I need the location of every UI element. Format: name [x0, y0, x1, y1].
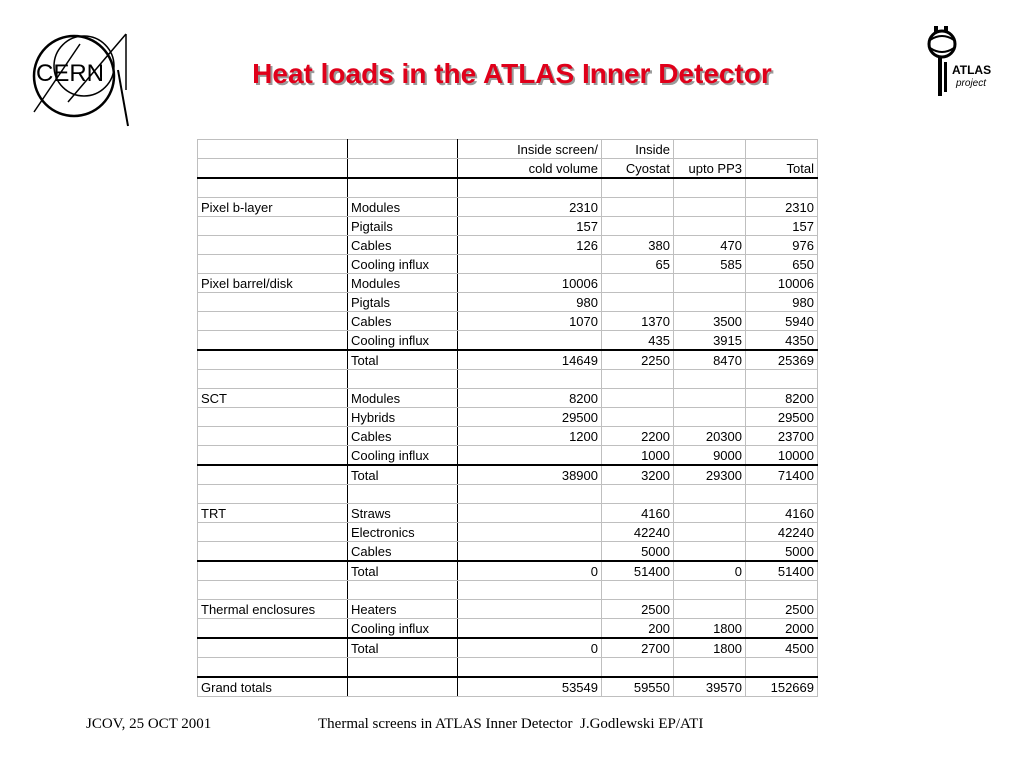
table-cell	[674, 485, 746, 504]
table-cell: 152669	[746, 677, 818, 697]
table-row	[198, 331, 818, 351]
table-row	[198, 274, 818, 293]
table-cell	[198, 427, 348, 446]
table-cell: 0	[674, 561, 746, 581]
table-cell: 0	[458, 561, 602, 581]
table-cell	[746, 140, 818, 159]
table-cell	[198, 331, 348, 351]
table-header-row	[198, 159, 818, 179]
table-cell	[198, 140, 348, 159]
table-cell: 5000	[746, 542, 818, 562]
table-cell: 9000	[674, 446, 746, 466]
table-row	[198, 485, 818, 504]
table-cell	[602, 370, 674, 389]
table-cell: 42240	[746, 523, 818, 542]
table-cell: Total	[348, 638, 458, 658]
table-cell	[674, 658, 746, 678]
table-cell	[198, 312, 348, 331]
table-row	[198, 293, 818, 312]
table-cell	[198, 561, 348, 581]
table-cell	[674, 178, 746, 198]
table-cell	[198, 159, 348, 179]
table-cell: Modules	[348, 389, 458, 408]
table-header-row	[198, 140, 818, 159]
table-row	[198, 312, 818, 331]
table-cell: 4160	[602, 504, 674, 523]
table-cell: 2500	[746, 600, 818, 619]
table-cell	[602, 217, 674, 236]
table-cell: Pixel b-layer	[198, 198, 348, 217]
table-cell: Cables	[348, 427, 458, 446]
table-cell	[348, 677, 458, 697]
table-cell	[746, 658, 818, 678]
table-cell: 4500	[746, 638, 818, 658]
table-cell: 1800	[674, 619, 746, 639]
table-cell: Cooling influx	[348, 446, 458, 466]
table-row	[198, 619, 818, 639]
table-row	[198, 370, 818, 389]
table-cell: 2310	[746, 198, 818, 217]
table-cell	[674, 542, 746, 562]
table-cell: 20300	[674, 427, 746, 446]
table-cell	[198, 542, 348, 562]
table-cell: 51400	[746, 561, 818, 581]
table-cell: 3200	[602, 465, 674, 485]
table-cell: Total	[348, 561, 458, 581]
table-cell	[198, 465, 348, 485]
table-cell: 380	[602, 236, 674, 255]
table-row	[198, 504, 818, 523]
table-cell	[746, 178, 818, 198]
table-cell: 0	[458, 638, 602, 658]
table-cell	[458, 600, 602, 619]
table-cell: 29500	[458, 408, 602, 427]
table-cell: Cooling influx	[348, 619, 458, 639]
atlas-logo	[922, 22, 1000, 102]
table-cell	[458, 446, 602, 466]
table-cell: Total	[348, 350, 458, 370]
table-cell: 2310	[458, 198, 602, 217]
table-cell: 5940	[746, 312, 818, 331]
table-cell	[198, 293, 348, 312]
table-cell: upto PP3	[674, 159, 746, 179]
table-cell: 1070	[458, 312, 602, 331]
table-cell	[674, 293, 746, 312]
table-cell	[348, 159, 458, 179]
table-row	[198, 638, 818, 658]
table-cell: Cyostat	[602, 159, 674, 179]
table-row	[198, 581, 818, 600]
table-cell	[348, 178, 458, 198]
table-row	[198, 446, 818, 466]
table-cell: Cooling influx	[348, 331, 458, 351]
table-cell: Heaters	[348, 600, 458, 619]
table-cell: Cables	[348, 236, 458, 255]
table-cell	[746, 581, 818, 600]
table-cell	[674, 408, 746, 427]
atlas-logo-subtext: project	[956, 78, 987, 89]
table-row	[198, 255, 818, 274]
atlas-logo-text: ATLAS	[952, 63, 992, 77]
table-cell	[674, 523, 746, 542]
table-cell: 470	[674, 236, 746, 255]
table-cell	[198, 236, 348, 255]
table-row	[198, 389, 818, 408]
table-cell	[458, 523, 602, 542]
table-cell: 10006	[746, 274, 818, 293]
table-cell	[674, 274, 746, 293]
table-row	[198, 658, 818, 678]
table-cell: 2500	[602, 600, 674, 619]
table-cell	[458, 331, 602, 351]
table-row	[198, 677, 818, 697]
table-cell: Total	[348, 465, 458, 485]
table-cell: 25369	[746, 350, 818, 370]
table-cell: Straws	[348, 504, 458, 523]
table-cell: 157	[458, 217, 602, 236]
table-cell: 10006	[458, 274, 602, 293]
table-cell: 3915	[674, 331, 746, 351]
table-cell: 435	[602, 331, 674, 351]
table-cell	[458, 485, 602, 504]
table-cell: cold volume	[458, 159, 602, 179]
table-cell	[458, 581, 602, 600]
table-row	[198, 198, 818, 217]
table-cell: 4350	[746, 331, 818, 351]
table-cell: 1200	[458, 427, 602, 446]
table-cell	[458, 370, 602, 389]
table-cell	[674, 581, 746, 600]
table-cell: 1000	[602, 446, 674, 466]
table-row	[198, 178, 818, 198]
table-cell: Cables	[348, 542, 458, 562]
table-row	[198, 561, 818, 581]
table-cell	[198, 638, 348, 658]
table-cell: Pigtals	[348, 293, 458, 312]
table-cell: 8200	[458, 389, 602, 408]
page-title: Heat loads in the ATLAS Inner Detector	[252, 58, 772, 89]
table-cell	[674, 140, 746, 159]
table-cell	[602, 485, 674, 504]
table-cell: 126	[458, 236, 602, 255]
table-cell	[674, 389, 746, 408]
table-cell: 5000	[602, 542, 674, 562]
table-cell	[602, 274, 674, 293]
table-cell: Inside screen/	[458, 140, 602, 159]
table-cell	[602, 198, 674, 217]
table-cell: 8470	[674, 350, 746, 370]
heat-load-table	[197, 139, 818, 697]
table-cell: 53549	[458, 677, 602, 697]
table-cell: 980	[746, 293, 818, 312]
table-cell: 157	[746, 217, 818, 236]
table-cell	[198, 658, 348, 678]
table-cell	[198, 217, 348, 236]
table-cell	[458, 658, 602, 678]
table-cell	[198, 350, 348, 370]
table-cell: Total	[746, 159, 818, 179]
table-cell: Cables	[348, 312, 458, 331]
table-cell: 29500	[746, 408, 818, 427]
table-cell: 38900	[458, 465, 602, 485]
cern-logo-text: CERN	[36, 60, 105, 87]
table-cell: 14649	[458, 350, 602, 370]
table-cell: 59550	[602, 677, 674, 697]
table-cell: 2000	[746, 619, 818, 639]
table-cell: Thermal enclosures	[198, 600, 348, 619]
table-cell: Hybrids	[348, 408, 458, 427]
table-cell	[602, 581, 674, 600]
table-row	[198, 465, 818, 485]
table-cell: Modules	[348, 198, 458, 217]
table-cell: 29300	[674, 465, 746, 485]
table-cell	[674, 600, 746, 619]
table-cell: Electronics	[348, 523, 458, 542]
table-cell	[746, 370, 818, 389]
table-cell: 1800	[674, 638, 746, 658]
table-cell	[674, 370, 746, 389]
table-cell: 4160	[746, 504, 818, 523]
table-cell	[602, 408, 674, 427]
table-cell	[198, 581, 348, 600]
table-cell	[348, 370, 458, 389]
table-cell: 1370	[602, 312, 674, 331]
table-cell	[674, 198, 746, 217]
table-cell	[198, 485, 348, 504]
table-cell: 976	[746, 236, 818, 255]
table-cell	[348, 140, 458, 159]
table-cell: Inside	[602, 140, 674, 159]
table-cell	[198, 408, 348, 427]
table-cell	[602, 389, 674, 408]
table-cell: 585	[674, 255, 746, 274]
table-cell	[198, 523, 348, 542]
table-cell: 3500	[674, 312, 746, 331]
table-cell: 200	[602, 619, 674, 639]
table-cell	[458, 255, 602, 274]
table-cell: Modules	[348, 274, 458, 293]
table-row	[198, 427, 818, 446]
table-cell	[674, 504, 746, 523]
table-row	[198, 523, 818, 542]
table-row	[198, 217, 818, 236]
table-cell: SCT	[198, 389, 348, 408]
table-cell: 65	[602, 255, 674, 274]
table-cell	[746, 485, 818, 504]
table-row	[198, 408, 818, 427]
table-cell: Pigtails	[348, 217, 458, 236]
table-cell: 10000	[746, 446, 818, 466]
table-cell	[198, 255, 348, 274]
table-cell	[458, 178, 602, 198]
table-cell	[602, 178, 674, 198]
table-cell: 2700	[602, 638, 674, 658]
table-cell: 2250	[602, 350, 674, 370]
table-cell	[348, 658, 458, 678]
table-cell	[348, 485, 458, 504]
table-row	[198, 350, 818, 370]
table-cell: 980	[458, 293, 602, 312]
footer-date: JCOV, 25 OCT 2001	[86, 716, 212, 732]
table-cell: 42240	[602, 523, 674, 542]
table-cell	[674, 217, 746, 236]
table-cell	[602, 293, 674, 312]
table-cell: 2200	[602, 427, 674, 446]
table-cell: 8200	[746, 389, 818, 408]
table-cell	[198, 178, 348, 198]
table-cell	[198, 446, 348, 466]
table-row	[198, 236, 818, 255]
table-cell: 650	[746, 255, 818, 274]
table-cell: Pixel barrel/disk	[198, 274, 348, 293]
table-cell: TRT	[198, 504, 348, 523]
table-cell	[348, 581, 458, 600]
table-cell	[458, 504, 602, 523]
table-cell: 39570	[674, 677, 746, 697]
table-cell: Grand totals	[198, 677, 348, 697]
table-cell	[458, 619, 602, 639]
table-cell: 51400	[602, 561, 674, 581]
table-row	[198, 600, 818, 619]
table-cell	[198, 370, 348, 389]
footer-caption: Thermal screens in ATLAS Inner Detector J.Godlewski EP/ATI	[318, 716, 704, 732]
table-cell: 23700	[746, 427, 818, 446]
table-cell	[602, 658, 674, 678]
table-cell: Cooling influx	[348, 255, 458, 274]
table-cell: 71400	[746, 465, 818, 485]
table-row	[198, 542, 818, 562]
table-cell	[198, 619, 348, 639]
table-cell	[458, 542, 602, 562]
